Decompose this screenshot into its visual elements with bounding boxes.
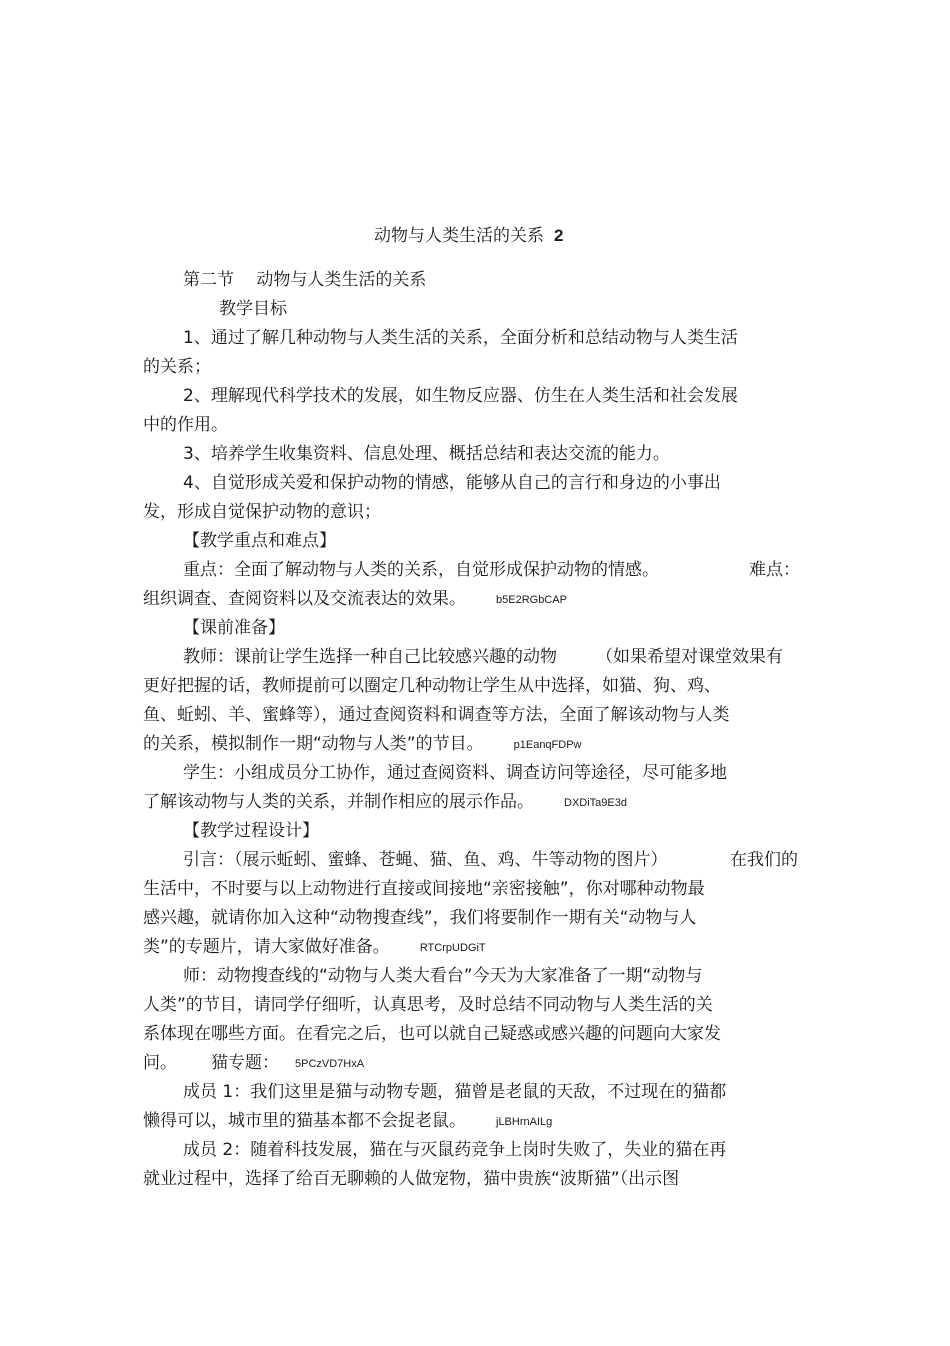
subheading-objectives: 教学目标 xyxy=(219,299,287,319)
paragraph-line: 的关系，模拟制作一期“动物与人类”的节目。 p1EanqFDPw xyxy=(143,734,582,754)
paragraph-line: 类”的专题片，请大家做好准备。 RTCrpUDGiT xyxy=(143,937,486,957)
paragraph-line: 师：动物搜查线的“动物与人类大看台”今天为大家准备了一期“动物与 xyxy=(183,966,703,986)
doc-code: jLBHrnAILg xyxy=(496,1116,553,1128)
paragraph-line: 的关系； xyxy=(143,357,211,377)
paragraph-line: （如果希望对课堂效果有 xyxy=(596,647,783,667)
paragraph-line: 成员 2：随着科技发展，猫在与灭鼠药竞争上岗时失败了，失业的猫在再 xyxy=(183,1140,727,1160)
paragraph-line: 鱼、蚯蚓、羊、蜜蜂等），通过查阅资料和调查等方法，全面了解该动物与人类 xyxy=(143,705,730,725)
paragraph-line: 生活中，不时要与以上动物进行直接或间接地“亲密接触”，你对哪种动物最 xyxy=(143,879,705,899)
page-title: 动物与人类生活的关系 2 xyxy=(374,226,564,246)
paragraph-line: 发，形成自觉保护动物的意识； xyxy=(143,502,381,522)
doc-code: p1EanqFDPw xyxy=(513,739,582,751)
subheading-preparation: 【课前准备】 xyxy=(183,618,285,638)
paragraph-line: 2、理解现代科学技术的发展，如生物反应器、仿生在人类生活和社会发展 xyxy=(183,386,738,406)
paragraph-line: 人类”的节目，请同学仔细听，认真思考，及时总结不同动物与人类生活的关 xyxy=(143,995,713,1015)
paragraph-line: 系体现在哪些方面。在看完之后，也可以就自己疑惑或感兴趣的问题向大家发 xyxy=(143,1024,721,1044)
paragraph-line: 更好把握的话，教师提前可以圈定几种动物让学生从中选择，如猫、狗、鸡、 xyxy=(143,676,721,696)
paragraph-line: 学生：小组成员分工协作，通过查阅资料、调查访问等途径，尽可能多地 xyxy=(183,763,727,783)
paragraph-line: 教师：课前让学生选择一种自己比较感兴趣的动物 xyxy=(183,647,557,667)
paragraph-line: 1、通过了解几种动物与人类生活的关系，全面分析和总结动物与人类生活 xyxy=(183,328,738,348)
doc-code: 5PCzVD7HxA xyxy=(295,1058,365,1070)
paragraph-line: 了解该动物与人类的关系，并制作相应的展示作品。 DXDiTa9E3d xyxy=(143,792,627,812)
paragraph-line: 问。 猫专题： 5PCzVD7HxA xyxy=(143,1053,365,1073)
paragraph-line: 4、自觉形成关爱和保护动物的情感，能够从自己的言行和身边的小事出 xyxy=(183,473,721,493)
doc-code: DXDiTa9E3d xyxy=(564,797,627,809)
subheading-focus: 【教学重点和难点】 xyxy=(183,531,336,551)
paragraph-line: 重点：全面了解动物与人类的关系，自觉形成保护动物的情感。 xyxy=(183,560,659,580)
paragraph-line: 引言：（展示蚯蚓、蜜蜂、苍蝇、猫、鱼、鸡、牛等动物的图片） xyxy=(183,850,668,870)
paragraph-line: 就业过程中，选择了给百无聊赖的人做宠物，猫中贵族“波斯猫”（出示图 xyxy=(143,1169,680,1189)
paragraph-line: 感兴趣，就请你加入这种“动物搜查线”，我们将要制作一期有关“动物与人 xyxy=(143,908,697,928)
subheading-process: 【教学过程设计】 xyxy=(183,821,319,841)
paragraph-line: 3、培养学生收集资料、信息处理、概括总结和表达交流的能力。 xyxy=(183,444,670,464)
title-number: 2 xyxy=(554,226,564,245)
paragraph-line: 懒得可以，城市里的猫基本都不会捉老鼠。 jLBHrnAILg xyxy=(143,1111,553,1131)
section-heading: 第二节 动物与人类生活的关系 xyxy=(183,270,427,290)
paragraph-line: 成员 1：我们这里是猫与动物专题，猫曾是老鼠的天敌，不过现在的猫都 xyxy=(183,1082,727,1102)
doc-code: RTCrpUDGiT xyxy=(419,942,486,954)
doc-code: b5E2RGbCAP xyxy=(496,594,567,606)
paragraph-line: 组织调查、查阅资料以及交流表达的效果。 b5E2RGbCAP xyxy=(143,589,567,609)
paragraph-line: 中的作用。 xyxy=(143,415,228,435)
paragraph-line: 难点： xyxy=(749,560,800,580)
paragraph-line: 在我们的 xyxy=(730,850,798,870)
